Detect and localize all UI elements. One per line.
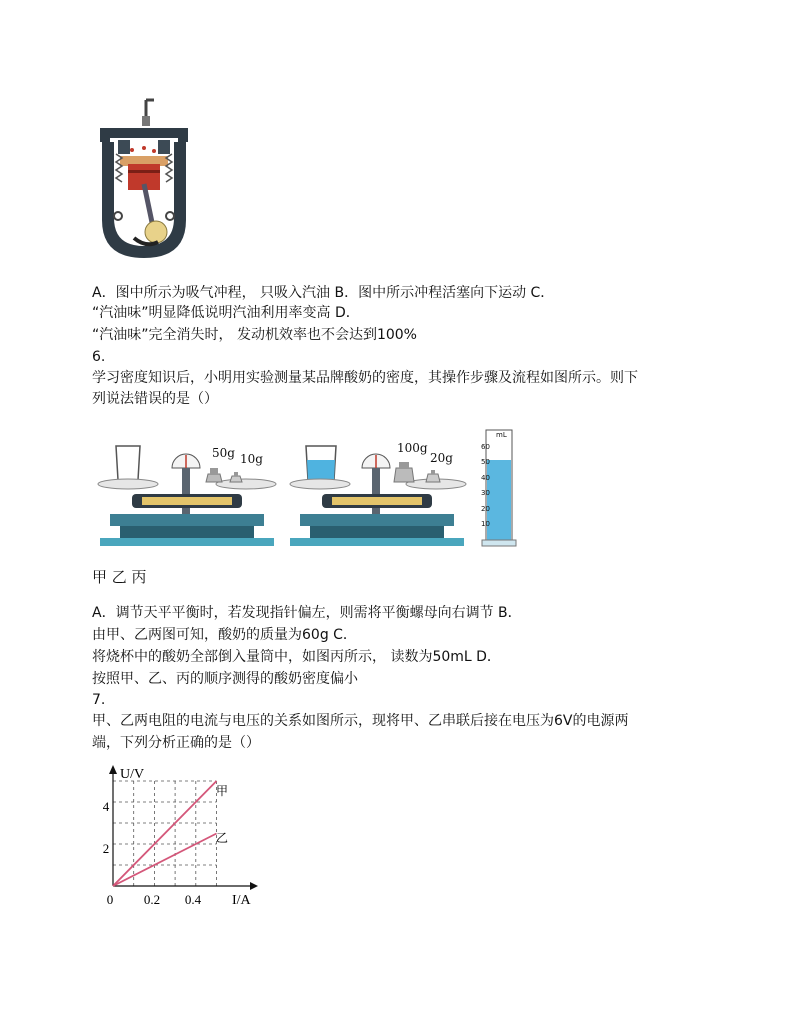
weight-label-10g: 10g bbox=[240, 452, 263, 466]
y-axis-arrow bbox=[109, 765, 117, 774]
series-line-yi bbox=[113, 834, 217, 887]
x-tick-label-0.2: 0.2 bbox=[143, 892, 161, 907]
q5-option-line-3: “汽油味”完全消失时， 发动机效率也不会达到100% bbox=[92, 327, 417, 343]
series-line-jia bbox=[113, 781, 217, 886]
q6-stem-line-2: 列说法错误的是（） bbox=[92, 391, 218, 407]
q6-option-line-2: 由甲、乙两图可知，酸奶的质量为60g C． bbox=[92, 627, 357, 643]
q7-stem-line-1: 甲、乙两电阻的电流与电压的关系如图所示，现将甲、乙串联后接在电压为6V的电源两 bbox=[92, 713, 629, 729]
q6-option-line-4: 按照甲、乙、丙的顺序测得的酸奶密度偏小 bbox=[92, 671, 358, 687]
y-axis-label: U/V bbox=[120, 767, 145, 782]
q6-option-line-3: 将烧杯中的酸奶全部倒入量筒中，如图丙所示， 读数为50mL D． bbox=[92, 649, 501, 665]
x-tick-label-0.4: 0.4 bbox=[184, 892, 202, 907]
ui-chart bbox=[96, 760, 266, 910]
cylinder-tick-50: 50 bbox=[481, 458, 490, 466]
q5-option-line-2: “汽油味”明显降低说明汽油利用率变高 D． bbox=[92, 305, 360, 321]
weight-label-100g: 100g bbox=[397, 441, 428, 455]
q6-stem-line-1: 学习密度知识后，小明用实验测量某品牌酸奶的密度，其操作步骤及流程如图所示。则下 bbox=[92, 370, 638, 386]
cylinder-tick-20: 20 bbox=[481, 505, 490, 513]
y-tick-label-2: 2 bbox=[102, 841, 110, 856]
weight-label-50g: 50g bbox=[212, 446, 235, 460]
q7-stem-line-2: 端，下列分析正确的是（） bbox=[92, 735, 260, 751]
figure-caption: 甲 乙 丙 bbox=[92, 568, 147, 586]
weight-label-20g: 20g bbox=[430, 451, 453, 465]
x-axis-label: I/A bbox=[232, 893, 251, 908]
question-number-7: 7. bbox=[92, 692, 106, 708]
ui-chart-svg bbox=[96, 760, 266, 910]
x-tick-label-0: 0 bbox=[106, 892, 114, 907]
cylinder-unit: mL bbox=[496, 431, 507, 439]
cylinder-tick-60: 60 bbox=[481, 443, 490, 451]
cylinder-tick-30: 30 bbox=[481, 489, 490, 497]
x-axis-arrow bbox=[250, 882, 258, 890]
series-label-yi: 乙 bbox=[216, 831, 229, 845]
series-label-jia: 甲 bbox=[216, 784, 229, 798]
q5-option-line-1: A．图中所示为吸气冲程， 只吸入汽油 B．图中所示冲程活塞向下运动 C． bbox=[92, 285, 555, 301]
question-number-6: 6. bbox=[92, 349, 106, 365]
y-tick-label-4: 4 bbox=[102, 799, 110, 814]
cylinder-tick-40: 40 bbox=[481, 474, 490, 482]
q6-option-line-1: A．调节天平平衡时，若发现指针偏左，则需将平衡螺母向右调节 B． bbox=[92, 605, 522, 621]
cylinder-tick-10: 10 bbox=[481, 520, 490, 528]
engine-figure bbox=[94, 98, 194, 266]
